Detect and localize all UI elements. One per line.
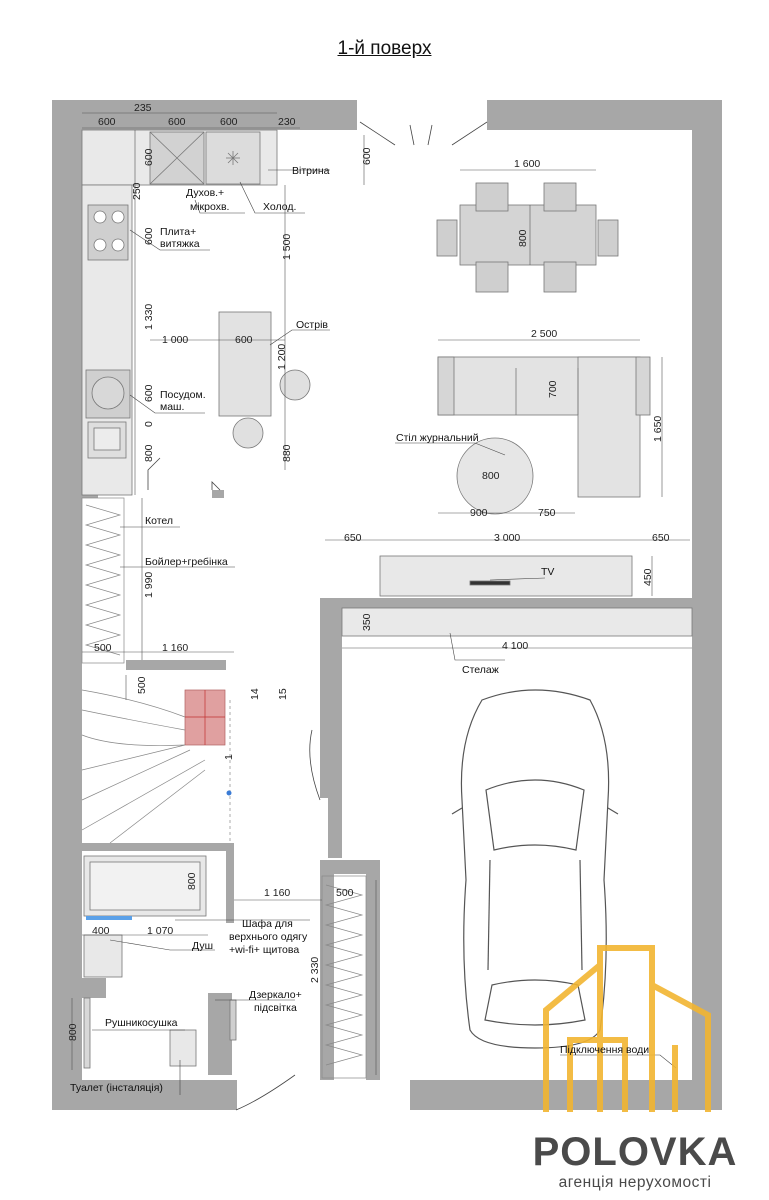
- label-rushnyk: Рушникосушка: [105, 1017, 178, 1029]
- dim-text: 600: [235, 334, 253, 346]
- dim-text: 500: [136, 676, 148, 694]
- dim-text: 1: [223, 754, 235, 760]
- label-shafa-3: +wi-fi+ щитова: [229, 944, 300, 956]
- car: [452, 690, 618, 1048]
- label-stil: Стіл журнальний: [396, 432, 479, 444]
- dim-text: 650: [652, 532, 670, 544]
- dim-text: 230: [278, 116, 296, 128]
- dim-text: 1 160: [264, 887, 291, 899]
- label-plyta: Плита+: [160, 226, 197, 238]
- walls: [52, 100, 722, 1110]
- label-tualet: Туалет (інсталяція): [70, 1082, 163, 1094]
- dim-text: 15: [277, 688, 289, 700]
- dim-text: 1 990: [143, 571, 155, 598]
- label-shafa-2: верхнього одягу: [229, 931, 308, 943]
- dim-text: 600: [361, 147, 373, 165]
- brand-subtitle: агенція нерухомості: [558, 1174, 712, 1191]
- dim-text: 800: [143, 444, 155, 462]
- label-dzerkalo-2: підсвітка: [254, 1002, 297, 1014]
- label-kholod: Холод.: [263, 201, 297, 213]
- brand: [520, 1130, 750, 1192]
- dim-text: 1 200: [276, 343, 288, 370]
- dim-text: 1 160: [162, 642, 189, 654]
- dim-text: 600: [143, 384, 155, 402]
- kitchen: [82, 130, 310, 495]
- dim-text: 1 330: [143, 303, 155, 330]
- label-dzerkalo-1: Дзеркало+: [249, 989, 302, 1001]
- dim-text: 800: [517, 229, 529, 247]
- label-shafa-1: Шафа для: [242, 918, 293, 930]
- dim-text: 0: [143, 421, 155, 427]
- label-posudom: Посудом.: [160, 389, 206, 401]
- dim-text: 600: [143, 148, 155, 166]
- label-voda: Підключення води: [560, 1044, 650, 1056]
- dim-text: 600: [98, 116, 116, 128]
- dim-text: 450: [642, 568, 654, 586]
- dim-text: 250: [131, 182, 143, 200]
- dim-text: 600: [143, 227, 155, 245]
- brand-name: POLOVKA: [532, 1130, 738, 1174]
- living: [342, 183, 692, 636]
- dim-text: 3 000: [494, 532, 521, 544]
- label-tv: TV: [541, 566, 555, 578]
- label-stelazh: Стелаж: [462, 664, 499, 676]
- dim-text: 235: [134, 102, 152, 114]
- dim-text: 700: [547, 380, 559, 398]
- dim-text: 750: [538, 507, 556, 519]
- dim-text: 1 600: [514, 158, 541, 170]
- label-ostriv: Острів: [296, 319, 328, 331]
- dim-text: 400: [92, 925, 110, 937]
- dim-text: 1 000: [162, 334, 189, 346]
- dim-text: 1 070: [147, 925, 174, 937]
- dim-text: 1 500: [281, 233, 293, 260]
- dim-text: 650: [344, 532, 362, 544]
- plan-title: 1-й поверх: [337, 38, 432, 59]
- label-vytyazhka: витяжка: [160, 238, 200, 250]
- dim-text: 900: [470, 507, 488, 519]
- dim-text: 2 500: [531, 328, 558, 340]
- label-dukhov: Духов.+: [186, 187, 225, 199]
- label-vitryna: Вітрина: [292, 165, 330, 177]
- label-mikrokhv: мікрохв.: [190, 201, 230, 213]
- label-mash: маш.: [160, 401, 185, 413]
- dim-text: 600: [168, 116, 186, 128]
- dim-text: 800: [482, 470, 500, 482]
- dim-text: 500: [336, 887, 354, 899]
- label-boiler: Бойлер+гребінка: [145, 556, 228, 568]
- dim-text: 14: [249, 688, 261, 700]
- dim-text: 800: [67, 1023, 79, 1041]
- dim-text: 2 330: [309, 956, 321, 983]
- dim-text: 4 100: [502, 640, 529, 652]
- dim-text: 1 650: [652, 415, 664, 442]
- dim-text: 350: [361, 613, 373, 631]
- label-dush: Душ: [192, 940, 214, 952]
- dim-text: 800: [186, 872, 198, 890]
- dim-text: 600: [220, 116, 238, 128]
- label-kotel: Котел: [145, 515, 174, 527]
- dim-text: 500: [94, 642, 112, 654]
- dim-text: 880: [281, 444, 293, 462]
